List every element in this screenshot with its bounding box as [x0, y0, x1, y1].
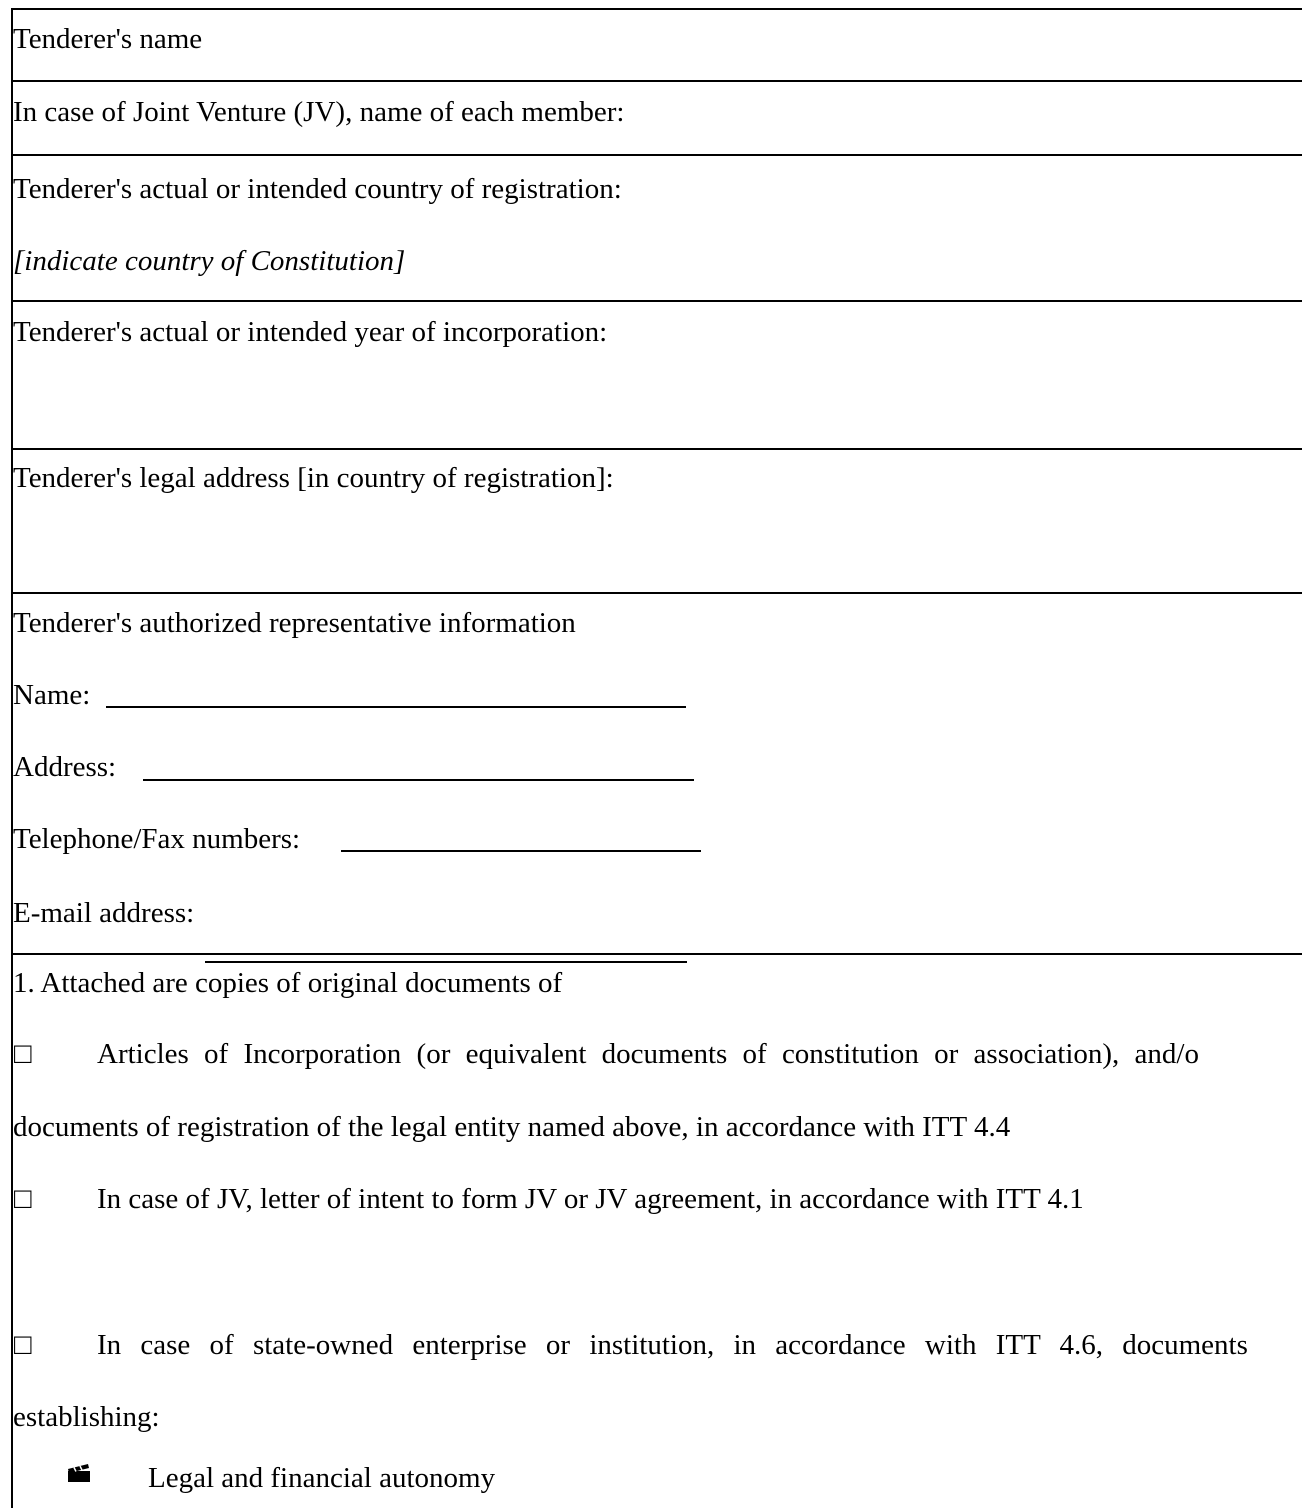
row-divider — [11, 80, 1302, 82]
row-divider — [11, 448, 1302, 450]
country-label: Tenderer's actual or intended country of registration: — [13, 173, 622, 205]
state-owned-item-line2: establishing: — [13, 1401, 160, 1433]
attachments-intro: 1. Attached are copies of original documents of — [13, 967, 563, 999]
representative-phone-field[interactable] — [341, 850, 701, 852]
row-divider — [11, 953, 1302, 955]
tenderer-name-label: Tenderer's name — [13, 23, 203, 55]
articles-item-line2: documents of registration of the legal entity named above, in accordance with ITT 4.4 — [13, 1111, 1011, 1143]
legal-address-label: Tenderer's legal address [in country of registration]: — [13, 462, 614, 494]
row-divider — [11, 8, 1302, 10]
country-hint: [indicate country of Constitution] — [13, 245, 406, 277]
articles-checkbox[interactable]: □ — [14, 1038, 32, 1070]
representative-name-field[interactable] — [106, 706, 686, 708]
representative-email-field[interactable] — [205, 961, 687, 963]
representative-heading: Tenderer's authorized representative information — [13, 607, 576, 639]
jv-agreement-checkbox[interactable]: □ — [14, 1183, 32, 1215]
jv-agreement-item: In case of JV, letter of intent to form JV or JV agreement, in accordance with ITT 4.1 — [97, 1183, 1084, 1215]
state-owned-checkbox[interactable]: □ — [14, 1329, 32, 1361]
jv-members-label: In case of Joint Venture (JV), name of each member: — [13, 96, 625, 128]
clapperboard-icon — [66, 1463, 92, 1483]
representative-address-field[interactable] — [143, 779, 694, 781]
row-divider — [11, 592, 1302, 594]
row-divider — [11, 154, 1302, 156]
articles-item-line1: Articles of Incorporation (or equivalent documents of constitution or association), and/o — [97, 1038, 1199, 1070]
representative-name-label: Name: — [13, 679, 91, 711]
autonomy-subitem: Legal and financial autonomy — [148, 1462, 496, 1494]
representative-email-label: E-mail address: — [13, 897, 195, 929]
year-label: Tenderer's actual or intended year of incorporation: — [13, 316, 608, 348]
row-divider — [11, 300, 1302, 302]
representative-address-label: Address: — [13, 751, 117, 783]
state-owned-item-line1: In case of state-owned enterprise or institution, in accordance with ITT 4.6, documents — [97, 1329, 1248, 1361]
representative-phone-label: Telephone/Fax numbers: — [13, 823, 301, 855]
